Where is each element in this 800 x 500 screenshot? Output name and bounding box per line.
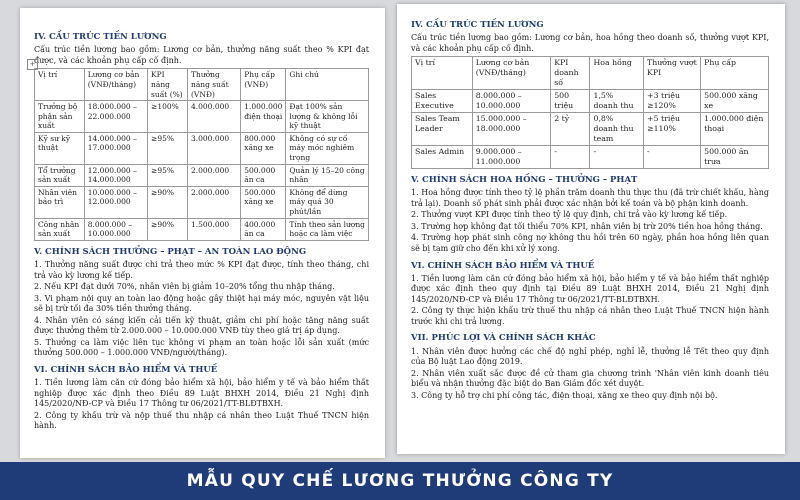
- table-cell: ≥100%: [148, 101, 188, 133]
- table-cell: Kỹ sư kỹ thuật: [35, 132, 85, 164]
- table-cell: ≥95%: [148, 132, 188, 164]
- list-item: 5. Thưởng ca làm việc liên tục không vi phạm an toàn hoặc lỗi sản xuất (mức thưởng 500.000 – 1.000.000 VNĐ/người/tháng).: [34, 337, 369, 358]
- page-fade: [397, 440, 785, 454]
- column-header: Hoa hồng: [590, 57, 644, 90]
- table-row: [412, 146, 769, 169]
- table-cell: 500 triệu: [551, 90, 590, 113]
- list-item: 1. Tiền lương làm căn cứ đóng bảo hiểm xã hội, bảo hiểm y tế và bảo hiểm thất nghiệp được xác định theo quy định tại Điều 89 Luật BHXH 2014, Điều 21 Nghị định 145/2020/NĐ-CP và Điều 17 Thông tư 06/2021/TT-BLĐTBXH.: [411, 273, 769, 304]
- document-page-left: [20, 8, 385, 458]
- table-cell: Tổ trưởng sản xuất: [35, 164, 85, 186]
- table-cell: 500.000 xăng xe: [701, 90, 769, 113]
- column-header: Thưởng năng suất (VNĐ): [187, 69, 240, 101]
- title-banner: [0, 462, 800, 500]
- list-item: 4. Trường hợp phát sinh công nợ không thu hồi trên 60 ngày, phần hoa hồng liên quan sẽ bị tạm giữ cho đến khi xử lý xong.: [411, 233, 769, 253]
- table-cell: 4.000.000: [187, 101, 240, 133]
- table-cell: ≥90%: [148, 218, 188, 240]
- table-cell: 1,5% doanh thu: [590, 90, 644, 113]
- list-item: 1. Hoa hồng được tính theo tỷ lệ phần trăm doanh thu thực thu (đã trừ chiết khấu, hàng trả lại). Doanh số phát sinh phải được xác nhận bởi kế toán và bộ phận kinh doanh.: [411, 188, 769, 208]
- table-cell: Không để dừng máy quá 30 phút/lần: [286, 186, 369, 218]
- table-cell: Không có sự cố máy móc nghiêm trọng: [286, 132, 369, 164]
- table-cell: ≥95%: [148, 164, 188, 186]
- table-cell: 15.000.000 – 18.000.000: [472, 113, 551, 146]
- page-fade: [20, 444, 385, 458]
- table-cell: Trưởng bộ phận sản xuất: [35, 101, 85, 133]
- table-move-handle-icon[interactable]: +: [27, 59, 38, 70]
- table-row: [35, 164, 369, 186]
- table-cell: 14.000.000 – 17.000.000: [84, 132, 147, 164]
- section-title-salary-structure: IV. CẤU TRÚC TIỀN LƯƠNG: [411, 20, 544, 30]
- section-title-bonus-penalty: V. CHÍNH SÁCH THƯỞNG – PHẠT – AN TOÀN LAO ĐỘNG: [34, 246, 307, 257]
- table-cell: 12.000.000 – 14.000.000: [84, 164, 147, 186]
- table-cell: 1.000.000 điện thoại: [241, 101, 286, 133]
- table-cell: 500.000 xăng xe: [241, 186, 286, 218]
- table-cell: +5 triệu ≥110%: [644, 113, 701, 146]
- banner-title: MẪU QUY CHẾ LƯƠNG THƯỞNG CÔNG TY: [186, 471, 614, 491]
- column-header: Phụ cấp (VNĐ): [241, 69, 286, 101]
- table-cell: ≥90%: [148, 186, 188, 218]
- table-cell: Sales Team Leader: [412, 113, 473, 146]
- list-item: 3. Trường hợp không đạt tối thiểu 70% KPI, nhân viên bị trừ 20% tiền hoa hồng tháng.: [411, 221, 763, 231]
- table-row: [35, 132, 369, 164]
- sales-salary-table: [411, 56, 769, 169]
- table-cell: 2.000.000: [187, 186, 240, 218]
- table-cell: Nhân viên bảo trì: [35, 186, 85, 218]
- list-item: 2. Công ty khấu trừ và nộp thuế thu nhập cá nhân theo Luật Thuế TNCN hiện hành.: [34, 410, 369, 431]
- table-cell: 400.000 ăn ca: [241, 218, 286, 240]
- table-cell: 0,8% doanh thu team: [590, 113, 644, 146]
- list-item: 1. Thưởng năng suất được chi trả theo mức % KPI đạt được, tính theo tháng, chi trả vào kỳ lương kế tiếp.: [34, 260, 369, 280]
- table-cell: Đạt 100% sản lượng & không lỗi kỹ thuật: [286, 101, 369, 133]
- table-cell: Sales Admin: [412, 146, 473, 169]
- table-cell: Công nhân sản xuất: [35, 218, 85, 240]
- table-cell: 2.000.000: [187, 164, 240, 186]
- table-cell: -: [551, 146, 590, 169]
- table-cell: 8.000.000 – 10.000.000: [84, 218, 147, 240]
- section-intro: Cấu trúc tiền lương bao gồm: Lương cơ bản, thưởng năng suất theo % KPI đạt được, và các khoản phụ cấp cố định.: [34, 45, 369, 65]
- column-header: Vị trí: [412, 57, 473, 90]
- section-title-commission: V. CHÍNH SÁCH HOA HỒNG – THƯỞNG – PHẠT: [411, 175, 638, 185]
- list-item: 1. Nhân viên được hưởng các chế độ nghỉ phép, nghỉ lễ, thưởng lễ Tết theo quy định của Bộ luật Lao động 2019.: [411, 346, 769, 367]
- table-cell: Tính theo sản lượng hoặc ca làm việc: [286, 218, 369, 240]
- table-cell: 1.500.000: [187, 218, 240, 240]
- table-cell: 800.000 xăng xe: [241, 132, 286, 164]
- column-header: Lương cơ bản (VNĐ/tháng): [472, 57, 551, 90]
- section-title-salary-structure: IV. CẤU TRÚC TIỀN LƯƠNG: [34, 32, 167, 42]
- list-item: 3. Vi phạm nội quy an toàn lao động hoặc gây thiệt hại máy móc, nguyên vật liệu sẽ bị trừ tối đa 30% tiền thưởng tháng.: [34, 293, 369, 314]
- table-row: [35, 186, 369, 218]
- column-header: Vị trí: [35, 69, 85, 101]
- section-intro: Cấu trúc tiền lương bao gồm: Lương cơ bản, hoa hồng theo doanh số, thưởng vượt KPI, và các khoản phụ cấp cố định.: [411, 33, 769, 53]
- table-row: [35, 218, 369, 240]
- table-row: [412, 113, 769, 146]
- table-cell: 2 tỷ: [551, 113, 590, 146]
- section-title-insurance-tax: VI. CHÍNH SÁCH BẢO HIỂM VÀ THUẾ: [411, 260, 595, 271]
- table-cell: -: [644, 146, 701, 169]
- column-header: Thưởng vượt KPI: [644, 57, 701, 90]
- column-header: Lương cơ bản (VNĐ/tháng): [84, 69, 147, 101]
- table-cell: 500.000 ăn ca: [241, 164, 286, 186]
- column-header: Ghi chú: [286, 69, 369, 101]
- list-item: 2. Nếu KPI đạt dưới 70%, nhân viên bị giảm 10–20% tổng thu nhập tháng.: [34, 282, 335, 292]
- table-cell: 9.000.000 – 11.000.000: [472, 146, 551, 169]
- table-cell: Sales Executive: [412, 90, 473, 113]
- table-cell: -: [590, 146, 644, 169]
- column-header: Phụ cấp: [701, 57, 769, 90]
- list-item: 1. Tiền lương làm căn cứ đóng bảo hiểm xã hội, bảo hiểm y tế và bảo hiểm thất nghiệp được xác định theo Điều 89 Luật BHXH 2014, Điều 21 Nghị định 145/2020/NĐ-CP và Điều 17 Thông tư 06/2021/TT-BLĐTBXH.: [34, 378, 369, 409]
- table-cell: Quản lý 15–20 công nhân: [286, 164, 369, 186]
- document-page-right: [397, 4, 785, 454]
- table-cell: 1.000.000 điện thoại: [701, 113, 769, 146]
- table-cell: 18.000.000 – 22.000.000: [84, 101, 147, 133]
- section-title-benefits: VII. PHÚC LỢI VÀ CHÍNH SÁCH KHÁC: [411, 333, 596, 344]
- list-item: 4. Nhân viên có sáng kiến cải tiến kỹ thuật, giảm chi phí hoặc tăng năng suất được thưởng thêm từ 2.000.000 – 10.000.000 VNĐ tùy theo giá trị áp dụng.: [34, 315, 369, 336]
- list-item: 3. Công ty hỗ trợ chi phí công tác, điện thoại, xăng xe theo quy định nội bộ.: [411, 390, 718, 400]
- list-item: 2. Công ty thực hiện khấu trừ thuế thu nhập cá nhân theo Luật Thuế TNCN hiện hành trước khi chi trả lương.: [411, 306, 769, 326]
- table-cell: 500.000 ăn trưa: [701, 146, 769, 169]
- table-header-row: [412, 57, 769, 90]
- column-header: KPI doanh số: [551, 57, 590, 90]
- table-row: [412, 90, 769, 113]
- table-cell: 3.000.000: [187, 132, 240, 164]
- column-header: KPI năng suất (%): [148, 69, 188, 101]
- table-cell: +3 triệu ≥120%: [644, 90, 701, 113]
- section-title-insurance-tax: VI. CHÍNH SÁCH BẢO HIỂM VÀ THUẾ: [34, 364, 218, 375]
- table-header-row: [35, 69, 369, 101]
- list-item: 2. Nhân viên xuất sắc được đề cử tham gia chương trình 'Nhân viên kinh doanh tiêu biểu và nhận thưởng đặc biệt do Ban Giám đốc xét duyệt.: [411, 368, 769, 389]
- salary-table: [34, 68, 369, 241]
- table-row: [35, 101, 369, 133]
- table-cell: 8.000.000 – 10.000.000: [472, 90, 551, 113]
- list-item: 2. Thưởng vượt KPI được tính theo tỷ lệ quy định, chi trả vào kỳ lương kế tiếp.: [411, 210, 728, 220]
- table-cell: 10.000.000 – 12.000.000: [84, 186, 147, 218]
